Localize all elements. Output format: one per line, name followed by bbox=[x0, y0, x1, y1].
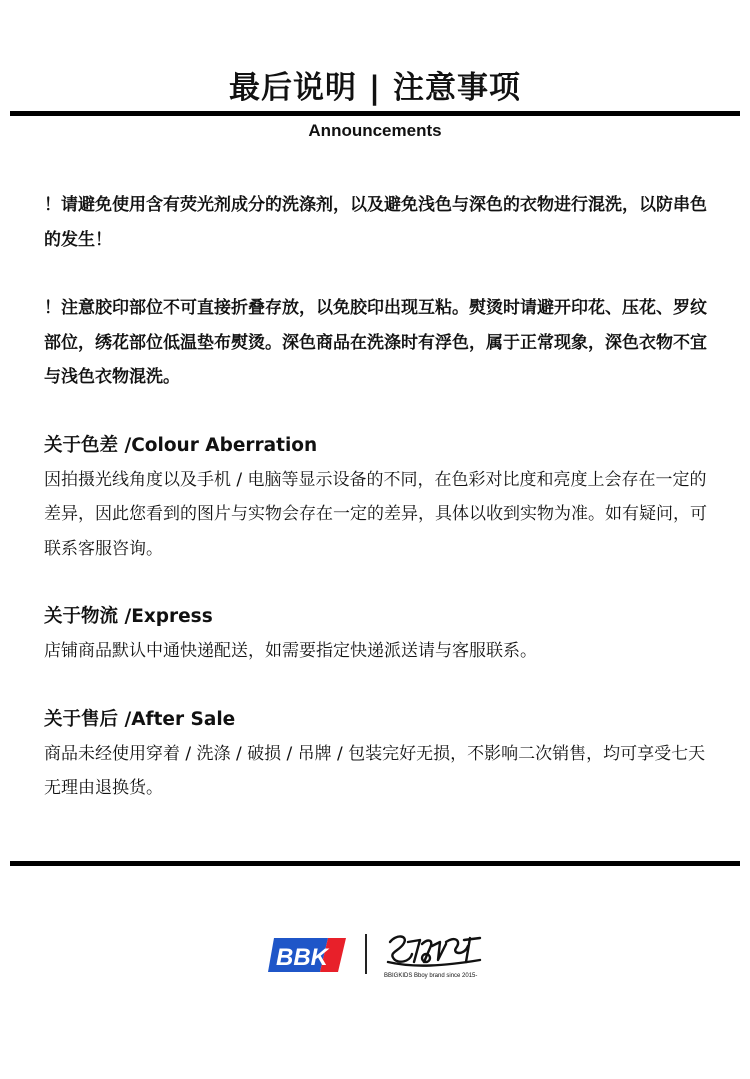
section-express bbox=[44, 600, 716, 669]
section-body: 商品未经使用穿着 / 洗涤 / 破损 / 吊牌 / 包装完好无损，不影响二次销售，均可享受七天无理由退换货。 bbox=[44, 743, 706, 798]
brand-tagline: BBIGKIDS Bboy brand since 2015- bbox=[384, 973, 478, 979]
logo-divider bbox=[365, 934, 367, 974]
notice-detergent: ！请避免使用含有荧光剂成分的洗涤剂，以及避免浅色与深色的衣物进行混洗，以防串色的发生！ bbox=[44, 195, 707, 250]
section-body: 店铺商品默认中通快递配送，如需要指定快递派送请与客服联系。 bbox=[44, 641, 537, 661]
bbk-logo-text: BBK bbox=[276, 944, 328, 971]
title-divider-rule bbox=[10, 111, 740, 116]
graffiti-tag-logo-icon bbox=[384, 932, 484, 972]
section-heading: 关于色差 /Colour Aberration bbox=[44, 434, 318, 456]
section-body: 因拍摄光线角度以及手机 / 电脑等显示设备的不同，在色彩对比度和亮度上会存在一定的差异，因此您看到的图片与实物会存在一定的差异，具体以收到实物为准。如有疑问，可联系客服咨询。 bbox=[44, 469, 707, 559]
bbk-logo-icon bbox=[268, 936, 346, 974]
footer-divider-rule bbox=[10, 861, 740, 866]
page-title: 最后说明 | 注意事项 bbox=[229, 70, 521, 106]
section-heading: 关于售后 /After Sale bbox=[44, 708, 236, 730]
page-subtitle: Announcements bbox=[308, 121, 442, 140]
section-after-sale bbox=[44, 703, 716, 806]
brand-footer bbox=[0, 930, 750, 990]
section-colour-aberration bbox=[44, 429, 716, 567]
announcement-content bbox=[44, 188, 716, 806]
notice-print-care: ！注意胶印部位不可直接折叠存放，以免胶印出现互粘。熨烫时请避开印花、压花、罗纹部位，绣花部位低温垫布熨烫。深色商品在洗涤时有浮色，属于正常现象，深色衣物不宜与浅色衣物混洗。 bbox=[44, 298, 707, 387]
section-heading: 关于物流 /Express bbox=[44, 606, 213, 627]
